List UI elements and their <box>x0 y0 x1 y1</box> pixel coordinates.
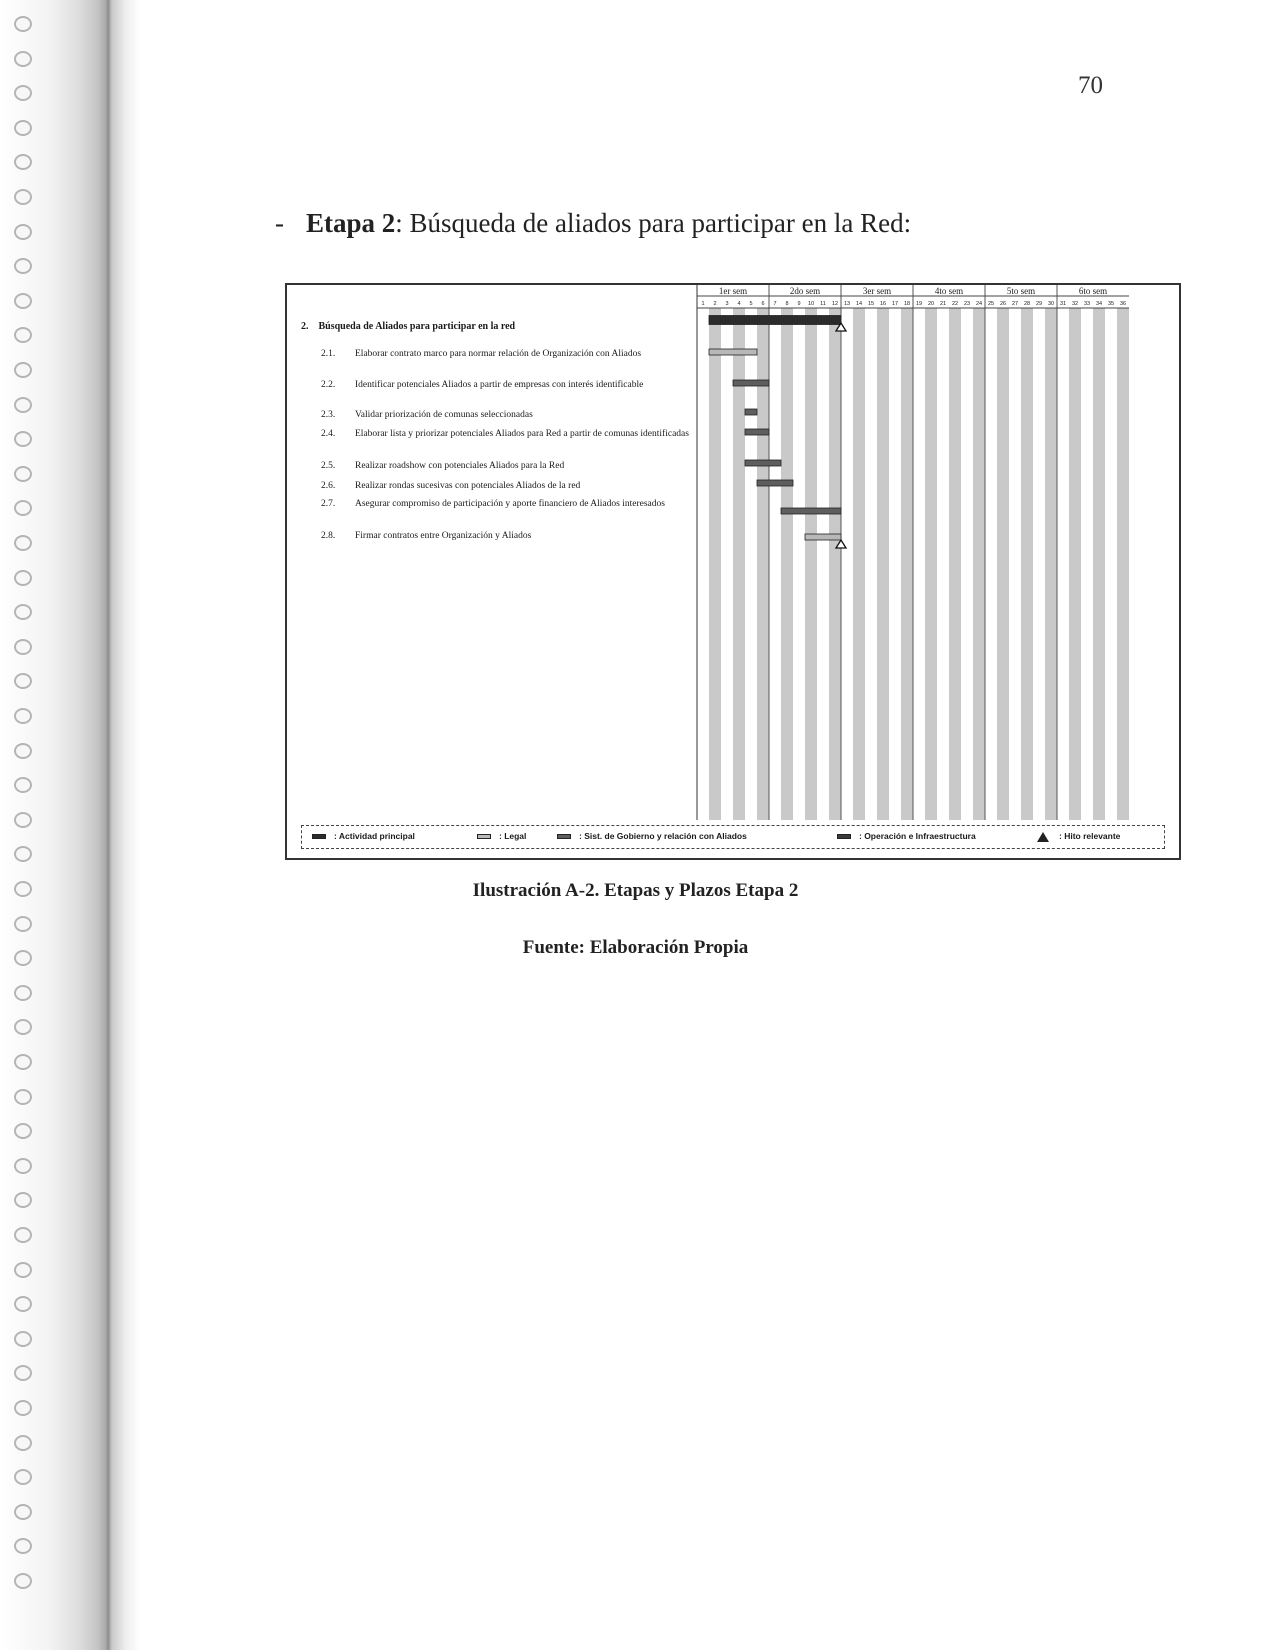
month-stripe <box>853 308 865 820</box>
milestone-triangle-icon <box>1037 832 1049 842</box>
month-tick-label: 1 <box>701 301 705 307</box>
task-text: Realizar rondas sucesivas con potenciales Aliados de la red <box>355 481 581 491</box>
binder-ring <box>14 51 32 67</box>
heading-text: : Búsqueda de aliados para participar en la Red: <box>395 208 912 238</box>
month-tick-label: 8 <box>785 301 789 307</box>
month-tick-label: 22 <box>951 301 959 307</box>
month-tick-label: 32 <box>1071 301 1079 307</box>
semester-label: 2do sem <box>789 286 821 296</box>
task-bar <box>733 380 769 386</box>
legend-item-principal <box>312 831 415 841</box>
month-tick-label: 34 <box>1095 301 1103 307</box>
binder-ring <box>14 397 32 413</box>
task-bar <box>745 429 769 435</box>
section-number: 2. <box>301 321 309 332</box>
task-number: 2.2. <box>321 380 336 390</box>
month-tick-label: 35 <box>1107 301 1115 307</box>
gantt-figure <box>285 283 1181 860</box>
month-tick-label: 23 <box>963 301 971 307</box>
month-tick-label: 26 <box>999 301 1007 307</box>
month-tick-label: 15 <box>867 301 875 307</box>
binder-ring <box>14 639 32 655</box>
month-stripe <box>1021 308 1033 820</box>
binder-ring <box>14 916 32 932</box>
month-tick-label: 36 <box>1119 301 1127 307</box>
month-tick-label: 9 <box>797 301 801 307</box>
task-bar <box>781 508 841 514</box>
semester-label: 4to sem <box>934 286 964 296</box>
heading-dash: - <box>275 208 284 238</box>
month-stripe <box>901 308 913 820</box>
task-bar <box>757 480 793 486</box>
legend-label: : Sist. de Gobierno y relación con Aliados <box>579 831 747 841</box>
task-number: 2.3. <box>321 410 336 420</box>
month-stripe <box>709 308 721 820</box>
task-text: Firmar contratos entre Organización y Aliados <box>355 531 532 541</box>
month-stripe <box>925 308 937 820</box>
month-tick-label: 17 <box>891 301 899 307</box>
semester-label: 1er sem <box>718 286 748 296</box>
month-tick-label: 31 <box>1059 301 1067 307</box>
section-title-text: Búsqueda de Aliados para participar en la red <box>318 321 516 332</box>
task-number: 2.6. <box>321 481 336 491</box>
binder-ring <box>14 120 32 136</box>
legend-item-operacion <box>837 831 976 841</box>
legal-swatch <box>477 834 491 839</box>
month-stripe <box>1093 308 1105 820</box>
task-bar <box>709 316 841 325</box>
semester-label: 3er sem <box>862 286 892 296</box>
month-stripe <box>805 308 817 820</box>
month-tick-label: 10 <box>807 301 815 307</box>
month-stripe <box>973 308 985 820</box>
task-text: Realizar roadshow con potenciales Aliados para la Red <box>355 461 565 471</box>
binder-ring <box>14 1573 32 1589</box>
principal-swatch <box>312 834 326 839</box>
task-bar <box>745 460 781 466</box>
gobierno-swatch <box>557 834 571 839</box>
binder-ring <box>14 1158 32 1174</box>
month-tick-label: 25 <box>987 301 995 307</box>
binder-ring <box>14 570 32 586</box>
task-number: 2.7. <box>321 499 336 509</box>
legend-label: : Legal <box>499 831 527 841</box>
month-tick-label: 33 <box>1083 301 1091 307</box>
task-text: Identificar potenciales Aliados a partir de empresas con interés identificable <box>355 380 644 390</box>
binder-ring <box>14 1089 32 1105</box>
semester-label: 6to sem <box>1078 286 1108 296</box>
binder-ring <box>14 1331 32 1347</box>
binder-ring <box>14 293 32 309</box>
month-tick-label: 7 <box>773 301 777 307</box>
binder-ring <box>14 466 32 482</box>
figure-source: Fuente: Elaboración Propia <box>522 937 749 958</box>
month-tick-label: 19 <box>915 301 923 307</box>
month-tick-label: 12 <box>831 301 839 307</box>
figure-caption: Ilustración A-2. Etapas y Plazos Etapa 2 <box>472 880 799 901</box>
month-stripe <box>949 308 961 820</box>
task-number: 2.5. <box>321 461 336 471</box>
binder-ring <box>14 362 32 378</box>
month-tick-label: 20 <box>927 301 935 307</box>
month-stripe <box>1045 308 1057 820</box>
binder-ring <box>14 743 32 759</box>
month-tick-label: 11 <box>820 301 826 307</box>
binder-ring <box>14 1400 32 1416</box>
legend-label: : Actividad principal <box>334 831 415 841</box>
legend-label: : Hito relevante <box>1059 831 1121 841</box>
legend-item-legal <box>477 831 526 841</box>
month-stripe <box>1117 308 1129 820</box>
binder-ring <box>14 1435 32 1451</box>
month-stripe <box>997 308 1009 820</box>
operacion-swatch <box>837 834 851 839</box>
binder-ring <box>14 1262 32 1278</box>
month-tick-label: 18 <box>903 301 911 307</box>
task-bar <box>745 409 757 415</box>
task-number: 2.8. <box>321 531 336 541</box>
month-tick-label: 3 <box>725 301 729 307</box>
task-text: Asegurar compromiso de participación y aporte financiero de Aliados interesados <box>355 499 665 509</box>
binder-ring <box>14 535 32 551</box>
month-tick-label: 21 <box>939 301 947 307</box>
month-tick-label: 30 <box>1047 301 1055 307</box>
month-tick-label: 29 <box>1035 301 1043 307</box>
binder-ring <box>14 224 32 240</box>
binder-ring <box>14 708 32 724</box>
task-text: Validar priorización de comunas seleccionadas <box>355 410 533 420</box>
binder-ring <box>14 1054 32 1070</box>
gantt-chart <box>287 285 1179 820</box>
month-stripe <box>1069 308 1081 820</box>
month-tick-label: 24 <box>975 301 983 307</box>
month-stripe <box>829 308 841 820</box>
task-text: Elaborar contrato marco para normar relación de Organización con Aliados <box>355 349 642 359</box>
month-tick-label: 6 <box>761 301 765 307</box>
binder-ring <box>14 1227 32 1243</box>
binder-ring <box>14 812 32 828</box>
task-bar <box>805 534 841 540</box>
month-tick-label: 27 <box>1011 301 1019 307</box>
gantt-legend <box>301 825 1165 849</box>
legend-item-hito <box>1037 831 1120 842</box>
month-tick-label: 16 <box>879 301 887 307</box>
section-heading <box>275 208 911 239</box>
month-tick-label: 5 <box>749 301 753 307</box>
binder-ring <box>14 16 32 32</box>
legend-label: : Operación e Infraestructura <box>859 831 976 841</box>
binder-ring <box>14 189 32 205</box>
binder-ring <box>14 985 32 1001</box>
month-tick-label: 28 <box>1023 301 1031 307</box>
task-bar <box>709 349 757 355</box>
month-tick-label: 14 <box>855 301 863 307</box>
month-tick-label: 2 <box>713 301 717 307</box>
page-number: 70 <box>1078 72 1103 99</box>
semester-label: 5to sem <box>1006 286 1036 296</box>
heading-label: Etapa 2 <box>306 208 396 238</box>
binder-ring <box>14 1504 32 1520</box>
task-number: 2.4. <box>321 429 336 439</box>
month-tick-label: 4 <box>737 301 741 307</box>
month-stripe <box>781 308 793 820</box>
month-stripe <box>877 308 889 820</box>
task-number: 2.1. <box>321 349 336 359</box>
legend-item-gobierno <box>557 831 747 841</box>
task-text: Elaborar lista y priorizar potenciales Aliados para Red a partir de comunas identificadas <box>355 429 689 439</box>
month-tick-label: 13 <box>843 301 851 307</box>
